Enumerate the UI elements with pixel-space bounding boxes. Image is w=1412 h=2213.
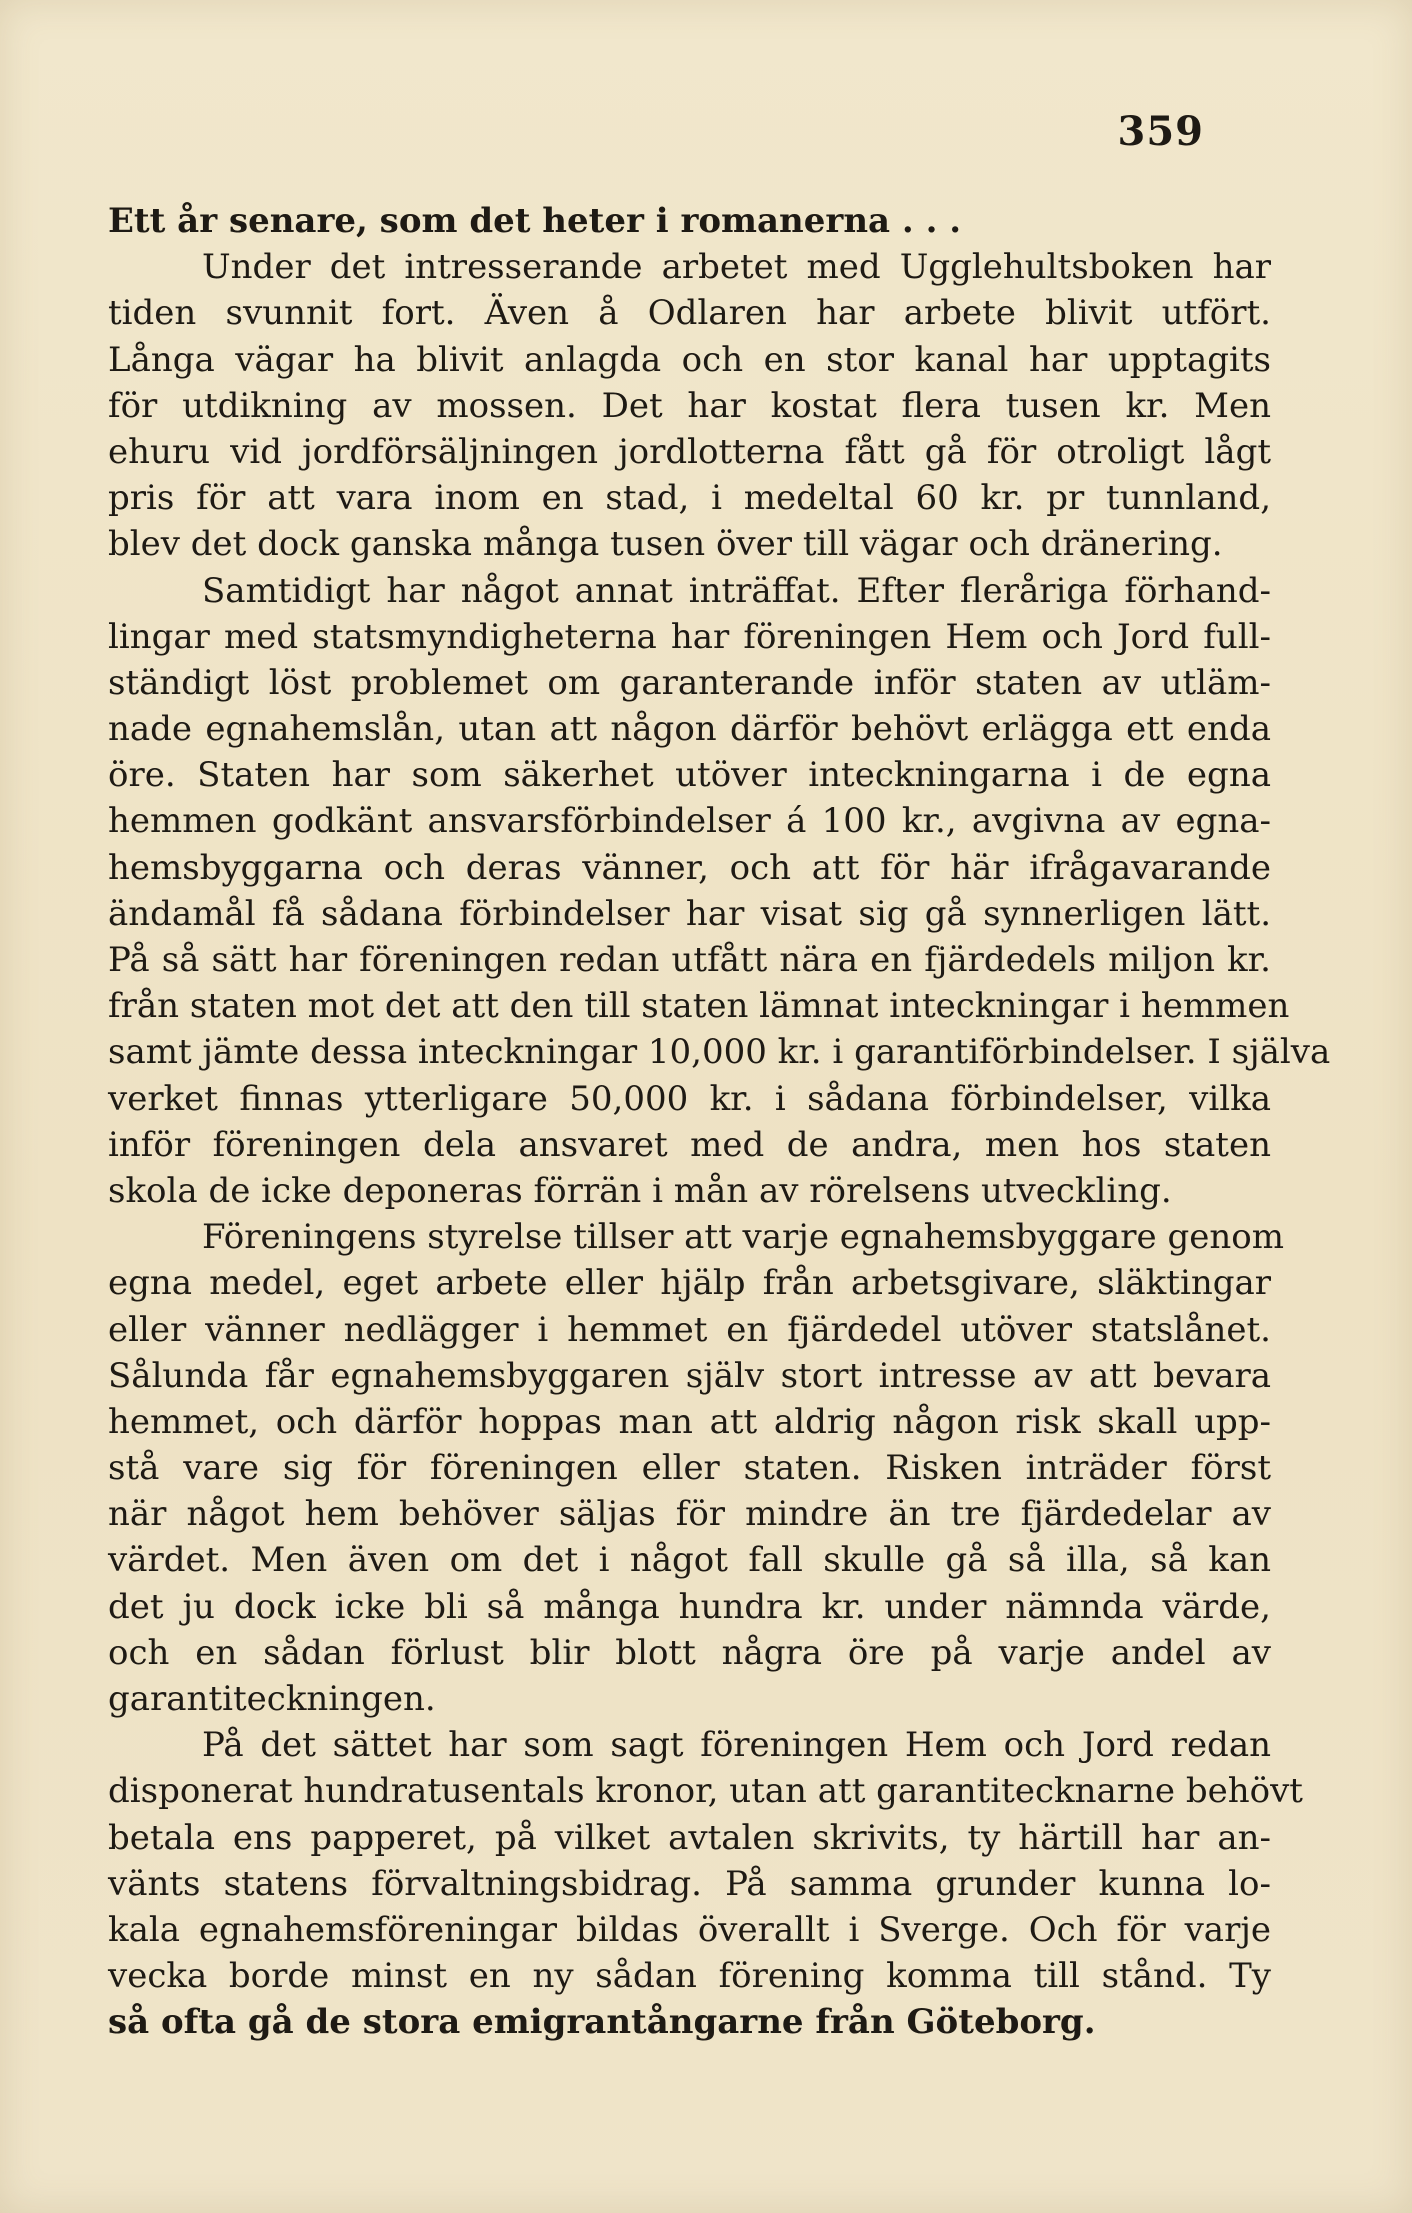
text-line: eller vänner nedlägger i hemmet en fjärdedel utöver statslånet. (108, 1309, 1271, 1350)
text-line: skola de icke deponeras förrän i mån av rörelsens utveckling. (108, 1170, 1172, 1211)
text-line: hemmen godkänt ansvarsförbindelser á 100 kr., avgivna av egna- (108, 801, 1271, 842)
text-line: Långa vägar ha blivit anlagda och en stor kanal har upptagits (108, 339, 1271, 380)
text-line: hemsbyggarna och deras vänner, och att för här ifrågavarande (108, 847, 1271, 888)
text-line: betala ens papperet, på vilket avtalen skrivits, ty härtill har an- (108, 1817, 1271, 1858)
text-line: Samtidigt har något annat inträffat. Efter fleråriga förhand- (202, 570, 1271, 611)
text-line: På det sättet har som sagt föreningen Hem och Jord redan (202, 1725, 1271, 1766)
page-number: 359 (1117, 108, 1204, 155)
text-line: vecka borde minst en ny sådan förening komma till stånd. Ty (108, 1956, 1271, 1997)
text-line: ehuru vid jordförsäljningen jordlotterna fått gå för otroligt lågt (108, 431, 1271, 472)
text-line: för utdikning av mossen. Det har kostat flera tusen kr. Men (108, 385, 1271, 426)
text-line: vänts statens förvaltningsbidrag. På samma grunder kunna lo- (108, 1863, 1271, 1904)
text-line: när något hem behöver säljas för mindre än tre fjärdedelar av (108, 1494, 1271, 1535)
text-line: disponerat hundratusentals kronor, utan att garantitecknarne behövt (108, 1771, 1303, 1812)
text-line: samt jämte dessa inteckningar 10,000 kr. i garantiförbindelser. I själva (108, 1032, 1331, 1073)
text-line: Under det intresserande arbetet med Ugglehultsboken har (202, 247, 1271, 288)
section-heading-line: Ett år senare, som det heter i romanerna . . . (108, 201, 962, 241)
text-line: ändamål få sådana förbindelser har visat sig gå synnerligen lätt. (108, 893, 1271, 934)
text-line: från staten mot det att den till staten lämnat inteckningar i hemmen (108, 986, 1290, 1027)
text-line: inför föreningen dela ansvaret med de andra, men hos staten (108, 1124, 1271, 1165)
text-line: egna medel, eget arbete eller hjälp från arbetsgivare, släktingar (108, 1263, 1271, 1304)
text-line: stå vare sig för föreningen eller staten. Risken inträder först (108, 1448, 1271, 1489)
text-line: värdet. Men även om det i något fall skulle gå så illa, så kan (108, 1540, 1271, 1581)
body-text (108, 198, 1331, 2046)
text-line: På så sätt har föreningen redan utfått nära en fjärdedels miljon kr. (108, 940, 1271, 980)
text-line: verket finnas ytterligare 50,000 kr. i sådana förbindelser, vilka (108, 1078, 1271, 1119)
text-line: ständigt löst problemet om garanterande inför staten av utläm- (108, 662, 1271, 703)
text-line: så ofta gå de stora emigrantångarne från Göteborg. (108, 2002, 1096, 2043)
text-line: tiden svunnit fort. Även å Odlaren har arbete blivit utfört. (108, 293, 1271, 334)
text-line: blev det dock ganska många tusen över till vägar och dränering. (108, 524, 1223, 565)
text-line: garantiteckningen. (108, 1679, 436, 1719)
text-line: nade egnahemslån, utan att någon därför behövt erlägga ett enda (108, 709, 1271, 750)
text-line: och en sådan förlust blir blott några öre på varje andel av (108, 1632, 1271, 1673)
text-line: Föreningens styrelse tillser att varje egnahemsbyggare genom (202, 1217, 1284, 1258)
text-line: öre. Staten har som säkerhet utöver inteckningarna i de egna (108, 755, 1271, 796)
text-line: hemmet, och därför hoppas man att aldrig någon risk skall upp- (108, 1401, 1271, 1442)
text-line: kala egnahemsföreningar bildas överallt i Sverge. Och för varje (108, 1909, 1271, 1950)
text-line: Sålunda får egnahemsbyggaren själv stort intresse av att bevara (108, 1355, 1271, 1396)
text-line: pris för att vara inom en stad, i medeltal 60 kr. pr tunnland, (108, 478, 1271, 519)
text-line: det ju dock icke bli så många hundra kr. under nämnda värde, (108, 1586, 1271, 1627)
text-line: lingar med statsmyndigheterna har föreningen Hem och Jord full- (108, 616, 1271, 657)
